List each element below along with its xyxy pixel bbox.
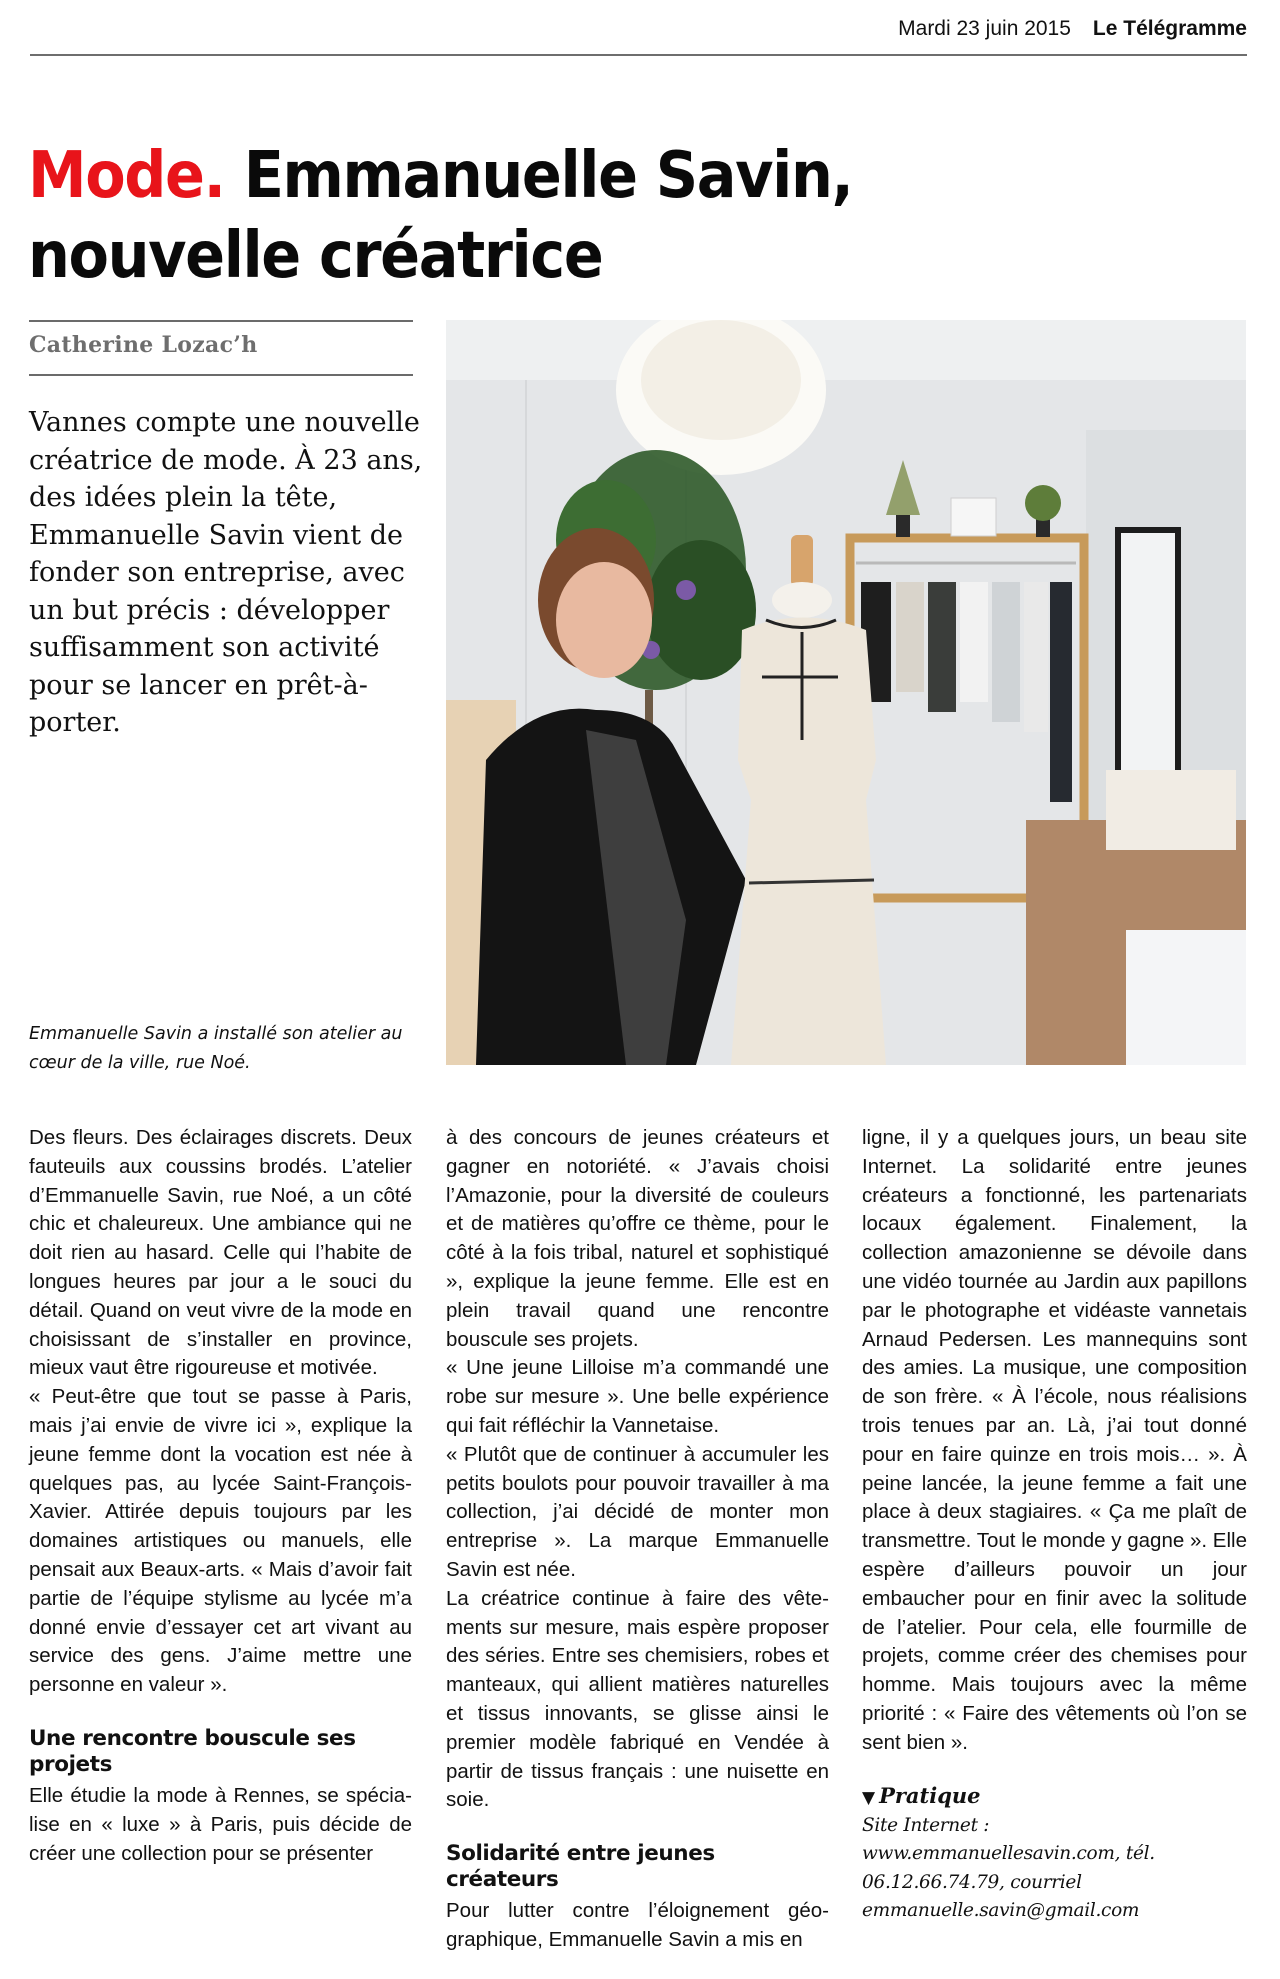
photo-illustration [446,320,1246,1065]
pratique-heading [862,1782,1247,1812]
masthead [30,14,1247,56]
subheading-rencontre: Une rencontre bouscule ses projets [29,1725,356,1777]
body-paragraph: Des fleurs. Des éclairages discrets. Deux fauteuils aux coussins brodés. L’atelier d’Emmanuelle Savin, rue Noé, a un côté chic et chaleureux. Une ambiance qui ne doit rien au hasard. Celle qui l’habite de longues heures par jour a le souci du détail. Quand on veut vivre de la mode en choisissant de s’installer en province, mieux vaut être rigoureuse et motivée. [29,1126,412,1380]
body-paragraph: La créatrice continue à faire des vêtements sur mesure, mais espère proposer des séries. Entre ses chemisiers, robes et manteaux, qui allient matières naturelles et tissus innovants, se glisse ainsi le premier modèle fabriqué en Vendée à partir de tissus français : une nuisette en soie. [446,1586,829,1812]
website-link[interactable]: www.emmanuellesavin.com, [862,1843,1121,1865]
body-paragraph: « Peut-être que tout se passe à Paris, mais j’ai envie de vivre ici », explique la jeune femme dont la vocation est née à quelques pas, au lycée Saint-François-Xavier. Attirée depuis toujours par les domaines artistiques ou manuels, elle pensait aux Beaux-arts. « Mais d’avoir fait partie de l’équipe stylisme au lycée m’a donné envie d’essayer cet art vivant au service des gens. J’aime mettre une personne en valeur ». [29,1385,412,1697]
headline-kicker: Mode. [28,139,225,213]
body-paragraph: ligne, il y a quelques jours, un beau site Internet. La solidarité entre jeunes créateurs a fonctionné, les partenariats locaux également. Finalement, la collection amazonienne se dévoile dans une vidéo tournée au Jardin aux papillons par le photographe et vidéaste vannetais Arnaud Pedersen. Les mannequins sont des amies. La musique, une composition de son frère. « À l’école, nous réalisions trois tenues par an. Là, j’ai tout donné pour en faire quinze en trois mois… ». À peine lancée, la jeune femme a fait une place à deux stagiaires. « Ça me plaît de transmettre. Tout le monde y gagne ». Elle espère d’ailleurs pouvoir un jour embaucher pour en finir avec la solitude de l’atelier. Pour cela, elle fourmille de projets, comme créer des chemises pour homme. Mais toujours avec la même priorité : « Faire des vêtements où l’on se sent bien ». [862,1126,1247,1754]
body-paragraph: à des concours de jeunes créateurs et gagner en notoriété. « J’avais choisi l’Amazonie, pour la diversité de couleurs et de matières qu’offre ce thème, pour le côté à la fois tribal, naturel et sophistiqué », explique la jeune femme. Elle est en plein travail quand une rencontre bouscule ses projets. [446,1126,829,1351]
phone-number[interactable]: 06.12.66.74.79, [862,1871,1005,1893]
masthead-info [898,14,1247,44]
pratique-info [862,1812,1247,1926]
article-photo [446,320,1246,1065]
body-paragraph: Pour lutter contre l’éloignement géographique, Emmanuelle Savin a mis en [446,1899,829,1951]
author-name: Catherine Lozac’h [29,332,258,358]
headline-text: Emmanuelle Savin, nouvelle créatrice [28,139,853,293]
body-paragraph: Elle étudie la mode à Rennes, se spécialise en « luxe » à Paris, puis décide de créer une collection pour se présenter [29,1783,412,1865]
publication-date: Mardi 23 juin 2015 [898,17,1071,40]
website-label: Site Internet : [862,1814,990,1836]
byline [29,320,413,376]
newspaper-name: Le Télégramme [1092,17,1247,40]
phone-label: tél. [1125,1843,1155,1865]
email-link[interactable]: emmanuelle.savin@gmail.com [862,1900,1140,1922]
article-lead: Vannes compte une nouvelle créatrice de mode. À 23 ans, des idées plein la tête, Emmanuelle Savin vient de fonder son entreprise, avec un but précis : développer suffisamment son activité pour se lancer en prêt-à-porter. [29,407,423,738]
article-column-1 [29,1124,412,1868]
email-label: courriel [1010,1871,1082,1893]
triangle-down-icon: ▼ [862,1787,876,1808]
article-headline [28,136,948,296]
photo-caption: Emmanuelle Savin a installé son atelier au cœur de la ville, rue Noé. [29,1024,403,1073]
pratique-title: Pratique [879,1782,981,1808]
article-column-2 [446,1124,829,1955]
subheading-solidarite: Solidarité entre jeunes créateurs [446,1841,715,1893]
article-column-3 [862,1124,1247,1926]
body-paragraph: « Plutôt que de continuer à accumuler les petits boulots pour pouvoir travailler à ma collection, j’ai décidé de monter mon entreprise ». La marque Emmanuelle Savin est née. [446,1442,829,1581]
body-paragraph: « Une jeune Lilloise m’a commandé une robe sur mesure ». Une belle expérience qui fait réfléchir la Vannetaise. [446,1356,829,1437]
